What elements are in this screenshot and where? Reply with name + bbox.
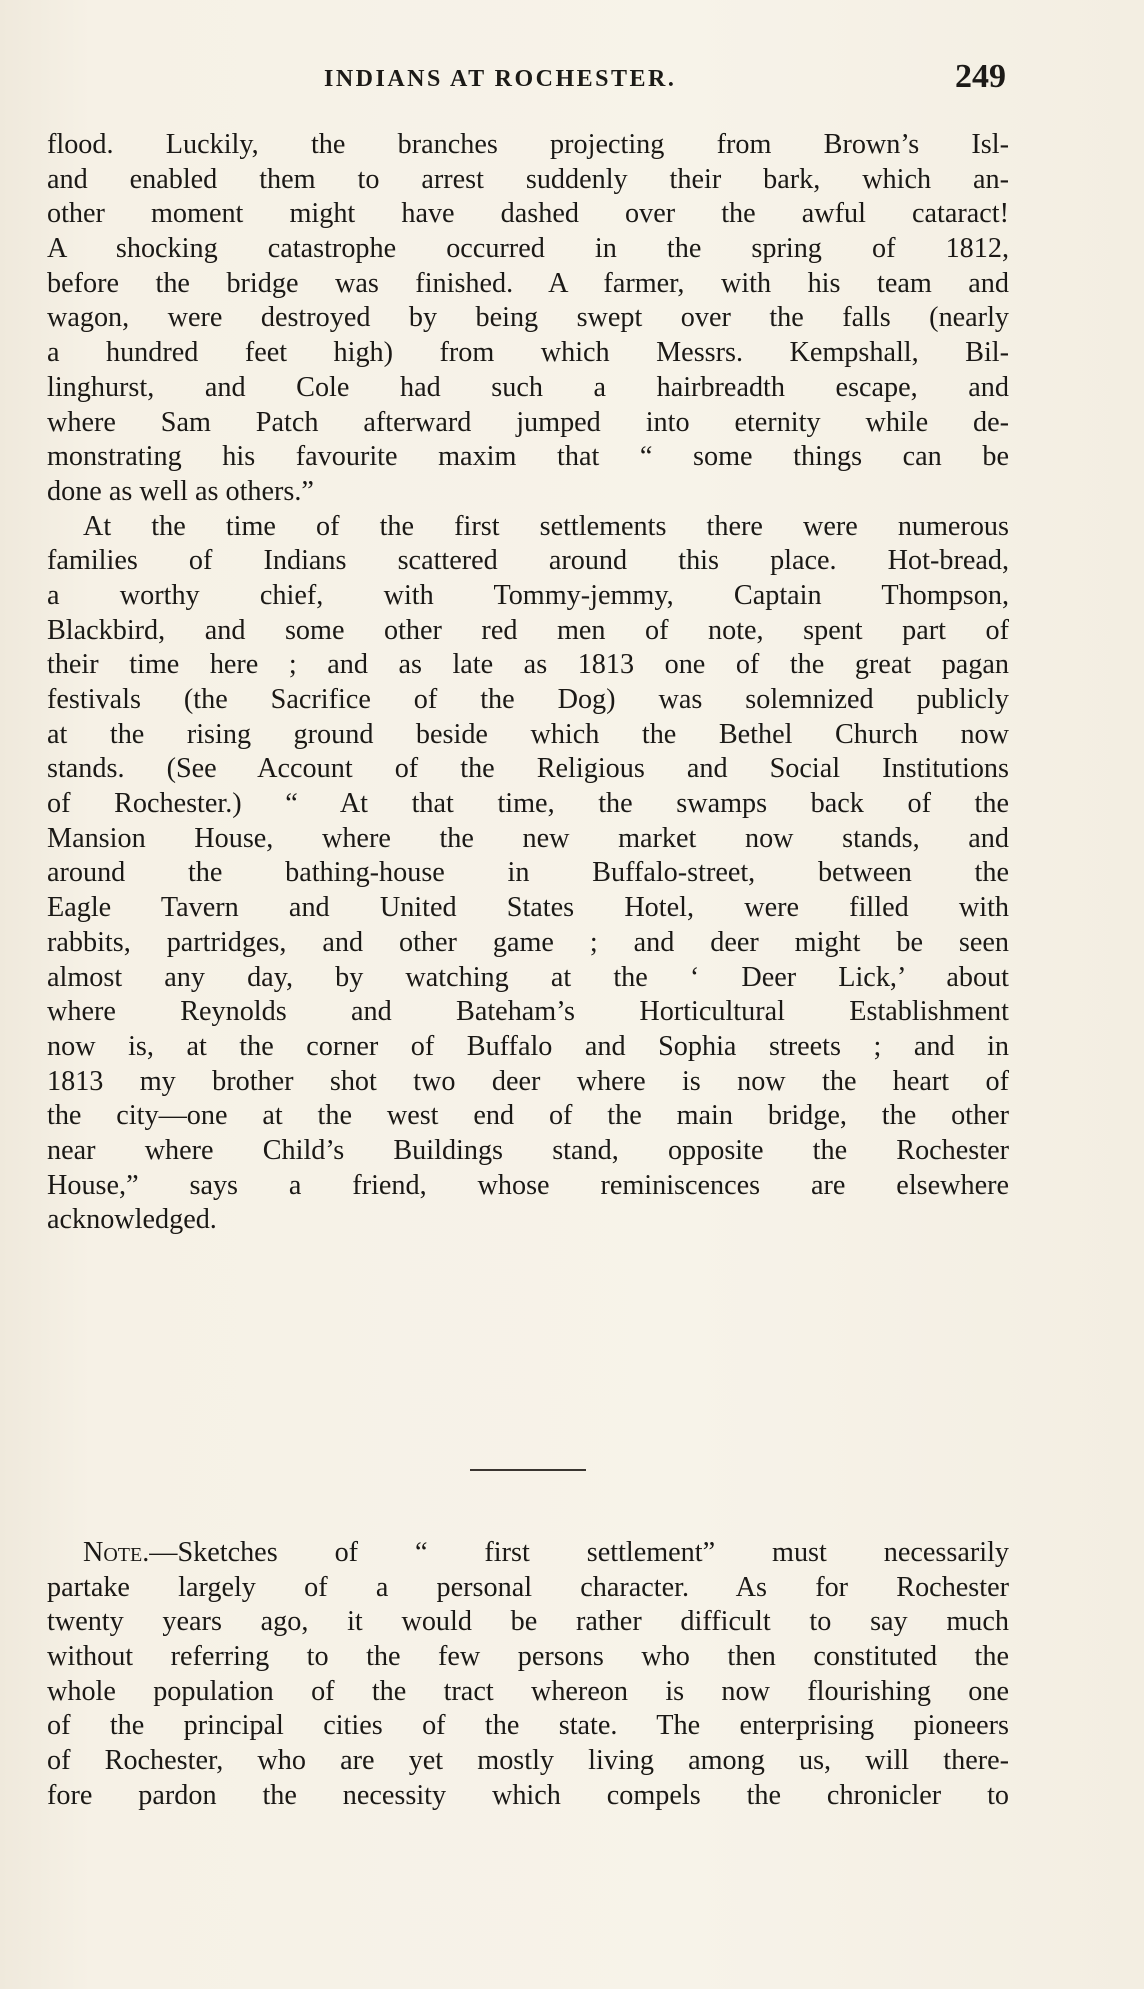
text-line: before the bridge was finished. A farmer, with his team and	[47, 267, 1009, 299]
text-line: a worthy chief, with Tommy-jemmy, Captain Thompson,	[47, 579, 1009, 611]
note-label: Note.	[83, 1537, 150, 1568]
text-line: of the principal cities of the state. The enterprising pioneers	[47, 1710, 1009, 1742]
text-line: stands. (See Account of the Religious and Social Institutions	[47, 753, 1009, 785]
text-line: and enabled them to arrest suddenly their bark, which an-	[47, 163, 1009, 195]
text-line: now is, at the corner of Buffalo and Sophia streets ; and in	[47, 1030, 1009, 1062]
section-divider-rule	[470, 1469, 586, 1471]
text-line: acknowledged.	[47, 1204, 217, 1236]
text-line: Eagle Tavern and United States Hotel, were filled with	[47, 892, 1009, 924]
text-line: linghurst, and Cole had such a hairbreadth escape, and	[47, 371, 1009, 403]
note-first-line	[47, 1536, 1009, 1571]
text-line: festivals (the Sacrifice of the Dog) was solemnized publicly	[47, 684, 1009, 715]
text-line: where Sam Patch afterward jumped into eternity while de-	[47, 406, 1009, 438]
text-line: partake largely of a personal character. As for Rochester	[47, 1571, 1009, 1603]
text-line: rabbits, partridges, and other game ; and deer might be seen	[47, 926, 1009, 958]
text-line: where Reynolds and Bateham’s Horticultural Establishment	[47, 996, 1009, 1028]
text-line: flood. Luckily, the branches projecting from Brown’s Isl-	[47, 129, 1009, 160]
text-line: whole population of the tract whereon is now flourishing one	[47, 1675, 1009, 1707]
text-line: of Rochester, who are yet mostly living among us, will there-	[47, 1745, 1009, 1777]
paragraph-start-line: At the time of the first settlements there were numerous	[83, 510, 1009, 542]
text-line: the city—one at the west end of the main bridge, the other	[47, 1100, 1009, 1132]
text-line: almost any day, by watching at the ‘ Deer Lick,’ about	[47, 961, 1009, 993]
text-line: their time here ; and as late as 1813 one of the great pagan	[47, 649, 1009, 681]
text-line: other moment might have dashed over the awful cataract!	[47, 198, 1009, 230]
text-line: A shocking catastrophe occurred in the spring of 1812,	[47, 233, 1009, 265]
text-line: without referring to the few persons who then constituted the	[47, 1641, 1009, 1673]
text-line: Mansion House, where the new market now stands, and	[47, 822, 1009, 854]
main-text	[47, 128, 1009, 1238]
text-line: Blackbird, and some other red men of note, spent part of	[47, 614, 1009, 646]
running-title: INDIANS AT ROCHESTER.	[324, 66, 677, 92]
text-line: a hundred feet high) from which Messrs. Kempshall, Bil-	[47, 337, 1009, 369]
text-line: fore pardon the necessity which compels the chronicler to	[47, 1779, 1009, 1811]
text-line: twenty years ago, it would be rather difficult to say much	[47, 1606, 1009, 1638]
page-number: 249	[955, 58, 1006, 95]
text-line: of Rochester.) “ At that time, the swamps back of the	[47, 788, 1009, 820]
note-first-line-rest: —Sketches of “ first settlement” must necessarily	[149, 1537, 1009, 1568]
text-line: monstrating his favourite maxim that “ some things can be	[47, 441, 1009, 473]
text-line: around the bathing-house in Buffalo-street, between the	[47, 857, 1009, 889]
text-line: 1813 my brother shot two deer where is now the heart of	[47, 1065, 1009, 1097]
text-line: families of Indians scattered around this place. Hot-bread,	[47, 545, 1009, 577]
text-line: at the rising ground beside which the Bethel Church now	[47, 718, 1009, 750]
running-head	[54, 58, 1006, 98]
text-line: wagon, were destroyed by being swept over the falls (nearly	[47, 302, 1009, 334]
note-text	[47, 1536, 1009, 1814]
text-line: near where Child’s Buildings stand, opposite the Rochester	[47, 1134, 1009, 1166]
text-line: done as well as others.”	[47, 475, 314, 507]
text-line: House,” says a friend, whose reminiscences are elsewhere	[47, 1169, 1009, 1201]
